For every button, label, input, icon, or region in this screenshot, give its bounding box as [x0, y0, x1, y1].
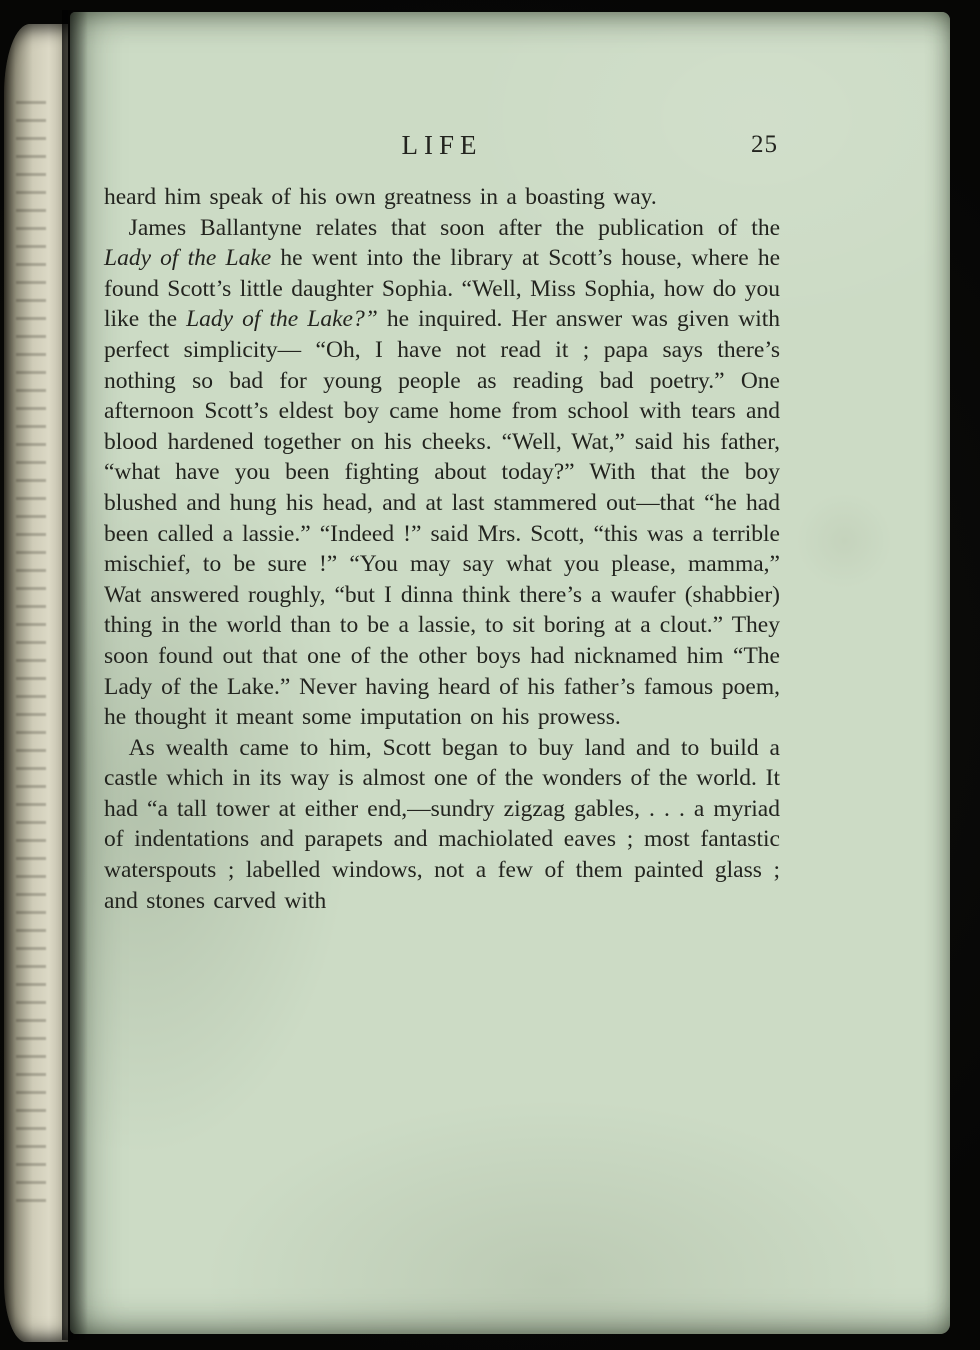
page-content — [104, 12, 780, 916]
body-text: James Ballantyne relates that soon after the publication of the — [128, 214, 780, 241]
paragraph — [104, 182, 780, 213]
book-page-edges — [4, 24, 68, 1342]
italic-text: Lady of the Lake?” — [186, 306, 378, 333]
body-text: he inquired. Her answer was given with perfect simplicity— “Oh, I have not read it ; papa says there’s nothing so bad for young people as reading bad poetry.” One afternoon Scott’s eldest boy came home from school with tears and blood hardened together on his cheeks. “Well, Wat,” said his father, “what have you been fighting about today?” With that the boy blushed and hung his head, and at last stammered out—that “he had been called a lassie.” “Indeed !” said Mrs. Scott, “this was a terrible mischief, to be sure !” “You may say what you please, mamma,” Wat answered roughly, “but I dinna think there’s a waufer (shabbier) thing in the world than to be a lassie, to sit boring at a clout.” They soon found out that one of the other boys had nicknamed him “The Lady of the Lake.” Never having heard of his father’s famous poem, he thought it meant some imputation on his prowess. — [104, 306, 780, 731]
paragraph — [104, 733, 780, 917]
body-text: As wealth came to him, Scott began to buy land and to build a castle which in its way is almost one of the wonders of the world. It had “a tall tower at either end,—sundry zigzag gables, . . . a myriad of indentations and parapets and machiolated eaves ; most fantastic waterspouts ; labelled windows, not a few of them painted glass ; and stones carved with — [104, 734, 780, 914]
paragraph — [104, 213, 780, 733]
page-number: 25 — [751, 131, 778, 158]
body-text: heard him speak of his own greatness in a boasting way. — [104, 184, 657, 210]
book-page — [70, 12, 950, 1334]
italic-text: Lady of the Lake — [104, 245, 272, 272]
body-text: he went into the library at Scott’s house, where he found Scott’s little daughter Sophia. “Well, Miss Sophia, how do you like the — [104, 245, 781, 333]
page-header — [104, 130, 780, 166]
running-title: LIFE — [401, 130, 483, 160]
show-through-text-lines — [16, 94, 46, 1202]
gutter-shadow — [62, 10, 88, 1340]
page-text — [104, 182, 780, 916]
